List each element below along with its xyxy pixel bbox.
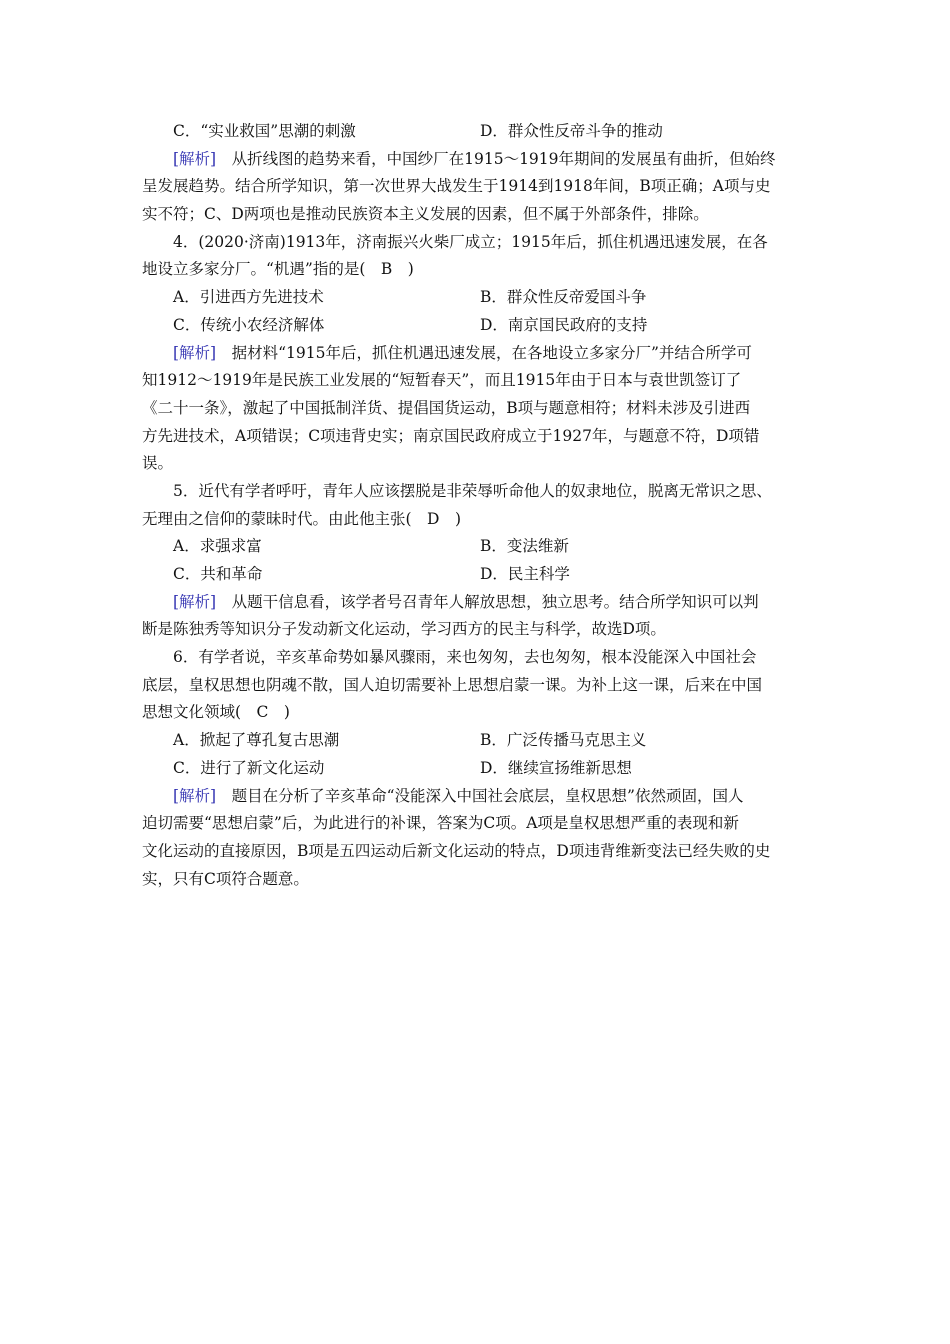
q3-options-row-cd	[142, 118, 810, 146]
q4-option-c: C．传统小农经济解体	[173, 315, 325, 334]
q5-option-c: C．共和革命	[173, 565, 263, 583]
q5-options-row-ab	[142, 533, 810, 561]
q3-option-d: D．群众性反帝斗争的推动	[480, 122, 663, 140]
q3-option-c: C．“实业救国”思潮的刺激	[173, 122, 356, 140]
analysis-label: [解析]	[173, 343, 217, 362]
q5-analysis-line: 断是陈独秀等知识分子发动新文化运动，学习西方的民主与科学，故选D项。	[142, 620, 666, 639]
q5-option-a: A．求强求富	[173, 537, 262, 556]
q4-option-a: A．引进西方先进技术	[173, 288, 324, 307]
q4-options-row-ab	[142, 284, 810, 312]
q4-stem-line: 4．(2020·济南)1913年，济南振兴火柴厂成立；1915年后，抓住机遇迅速发展，在各	[173, 232, 768, 251]
q5-option-b: B．变法维新	[480, 537, 569, 556]
q5-analysis-line	[142, 589, 810, 617]
q6-options-row-ab	[142, 727, 810, 755]
q4-analysis-line: 知1912～1919年是民族工业发展的“短暂春天”，而且1915年由于日本与袁世凯签订了	[142, 371, 742, 390]
q4-analysis-line	[142, 340, 810, 368]
q6-analysis-line: 文化运动的直接原因，B项是五四运动后新文化运动的特点，D项违背维新变法已经失败的史	[142, 841, 771, 860]
analysis-label: [解析]	[173, 786, 217, 805]
q6-analysis-line: 迫切需要“思想启蒙”后，为此进行的补课，答案为C项。A项是皇权思想严重的表现和新	[142, 814, 739, 833]
q6-stem-line: 6．有学者说，辛亥革命势如暴风骤雨，来也匆匆，去也匆匆，根本没能深入中国社会	[173, 648, 757, 667]
q4-stem-line: 地设立多家分厂。“机遇”指的是( B )	[142, 260, 414, 279]
analysis-text: 题目在分析了辛亥革命“没能深入中国社会底层，皇权思想”依然顽固，国人	[231, 786, 744, 805]
q6-option-b: B．广泛传播马克思主义	[480, 731, 647, 750]
q5-stem-line: 5．近代有学者呼吁，青年人应该摆脱是非荣辱听命他人的奴隶地位，脱离无常识之思、	[173, 481, 772, 500]
q6-option-c: C．进行了新文化运动	[173, 758, 325, 777]
q6-option-d: D．继续宣扬维新思想	[480, 758, 632, 777]
q6-options-row-cd	[142, 755, 810, 783]
q6-stem-line: 底层，皇权思想也阴魂不散，国人迫切需要补上思想启蒙一课。为补上这一课，后来在中国	[142, 675, 763, 694]
q5-option-d: D．民主科学	[480, 565, 570, 583]
document-body	[142, 118, 810, 893]
q5-options-row-cd	[142, 561, 810, 589]
q3-analysis-line: 实不符；C、D两项也是推动民族资本主义发展的因素，但不属于外部条件，排除。	[142, 205, 709, 224]
q4-options-row-cd	[142, 312, 810, 340]
analysis-text: 从题干信息看，该学者号召青年人解放思想，独立思考。结合所学知识可以判	[231, 592, 759, 611]
analysis-text: 据材料“1915年后，抓住机遇迅速发展，在各地设立多家分厂”并结合所学可	[231, 343, 752, 362]
q3-analysis-line: 呈发展趋势。结合所学知识，第一次世界大战发生于1914到1918年间，B项正确；A项与史	[142, 177, 771, 196]
q4-option-b: B．群众性反帝爱国斗争	[480, 288, 647, 307]
analysis-text: 从折线图的趋势来看，中国纱厂在1915～1919年期间的发展虽有曲折，但始终	[231, 149, 776, 168]
analysis-label: [解析]	[173, 149, 217, 168]
analysis-label: [解析]	[173, 592, 217, 611]
q6-option-a: A．掀起了尊孔复古思潮	[173, 731, 340, 750]
q3-analysis-line	[142, 146, 810, 174]
q4-option-d: D．南京国民政府的支持	[480, 315, 648, 334]
q4-analysis-line: 《二十一条》，激起了中国抵制洋货、提倡国货运动，B项与题意相符；材料未涉及引进西	[142, 398, 751, 417]
q6-analysis-line: 实，只有C项符合题意。	[142, 869, 309, 888]
q6-analysis-line	[142, 783, 810, 811]
q5-stem-line: 无理由之信仰的蒙昧时代。由此他主张( D )	[142, 509, 462, 528]
q4-analysis-line: 误。	[142, 454, 174, 473]
q4-analysis-line: 方先进技术，A项错误；C项违背史实；南京国民政府成立于1927年，与题意不符，D项错	[142, 426, 760, 445]
q6-stem-line: 思想文化领域( C )	[142, 703, 290, 722]
